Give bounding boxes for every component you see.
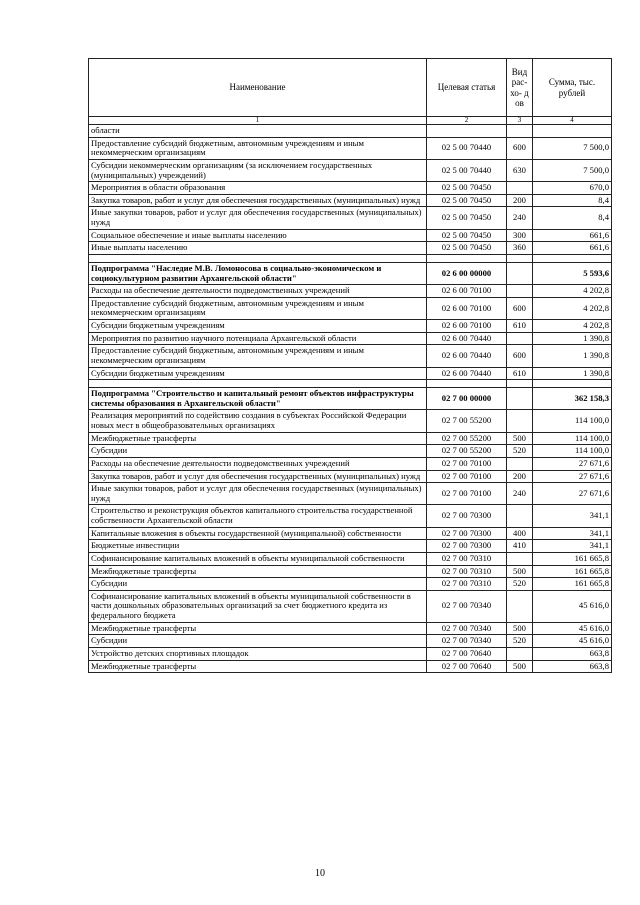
cell-kind — [507, 552, 533, 565]
cell-sum: 45 616,0 — [533, 622, 612, 635]
cell-code: 02 7 00 70310 — [427, 565, 507, 578]
cell-sum: 45 616,0 — [533, 635, 612, 648]
spacer-cell — [533, 380, 612, 388]
cell-sum: 341,1 — [533, 527, 612, 540]
column-number-row — [89, 117, 612, 125]
cell-code: 02 6 00 70440 — [427, 367, 507, 380]
cell-name: Расходы на обеспечение деятельности подведомственных учреждений — [89, 285, 427, 298]
cell-name: Субсидии некоммерческим организациям (за исключением государственных (муниципальных) учреждений) — [89, 159, 427, 181]
cell-name: Иные закупки товаров, работ и услуг для обеспечения государственных (муниципальных) нужд — [89, 207, 427, 229]
cell-kind: 240 — [507, 483, 533, 505]
cell-sum — [533, 125, 612, 138]
table-row — [89, 345, 612, 367]
table-row — [89, 194, 612, 207]
cell-sum: 1 390,8 — [533, 332, 612, 345]
cell-sum: 670,0 — [533, 182, 612, 195]
cell-code: 02 7 00 70310 — [427, 578, 507, 591]
table-row — [89, 622, 612, 635]
table-row — [89, 660, 612, 673]
cell-sum: 114 100,0 — [533, 432, 612, 445]
cell-name: Предоставление субсидий бюджетным, автономным учреждениям и иным некоммерческим организациям — [89, 297, 427, 319]
cell-sum: 161 665,8 — [533, 565, 612, 578]
cell-code: 02 7 00 70640 — [427, 660, 507, 673]
cell-sum: 341,1 — [533, 505, 612, 527]
table-row — [89, 182, 612, 195]
table-row — [89, 432, 612, 445]
cell-kind — [507, 505, 533, 527]
cell-name: Закупка товаров, работ и услуг для обеспечения государственных (муниципальных) нужд — [89, 194, 427, 207]
cell-code: 02 5 00 70440 — [427, 137, 507, 159]
cell-kind: 600 — [507, 297, 533, 319]
col-header-code: Целевая статья — [427, 59, 507, 117]
cell-kind — [507, 285, 533, 298]
spacer-cell — [89, 254, 427, 262]
cell-name: Социальное обеспечение и иные выплаты населению — [89, 229, 427, 242]
cell-kind: 520 — [507, 635, 533, 648]
cell-kind: 240 — [507, 207, 533, 229]
col-header-name: Наименование — [89, 59, 427, 117]
cell-sum: 661,6 — [533, 229, 612, 242]
cell-name: Подпрограмма "Строительство и капитальный ремонт объектов инфраструктуры системы образования в Архангельской области" — [89, 388, 427, 410]
cell-kind — [507, 388, 533, 410]
cell-sum: 7 500,0 — [533, 137, 612, 159]
cell-code: 02 7 00 70310 — [427, 552, 507, 565]
cell-sum: 27 671,6 — [533, 457, 612, 470]
table-row — [89, 229, 612, 242]
table-row — [89, 578, 612, 591]
cell-name: Межбюджетные трансферты — [89, 660, 427, 673]
cell-name: Устройство детских спортивных площадок — [89, 647, 427, 660]
spacer-row — [89, 380, 612, 388]
table-row — [89, 565, 612, 578]
table-row — [89, 635, 612, 648]
budget-table — [88, 58, 612, 673]
cell-kind: 610 — [507, 367, 533, 380]
col-header-sum: Сумма, тыс. рублей — [533, 59, 612, 117]
table-row — [89, 207, 612, 229]
cell-code: 02 7 00 70340 — [427, 635, 507, 648]
cell-sum: 341,1 — [533, 540, 612, 553]
cell-name: Реализация мероприятий по содействию создания в субъектах Российской Федерации новых мест в общеобразовательных организациях — [89, 410, 427, 432]
cell-kind — [507, 647, 533, 660]
cell-name: Межбюджетные трансферты — [89, 432, 427, 445]
table-row — [89, 137, 612, 159]
cell-kind — [507, 410, 533, 432]
spacer-cell — [89, 380, 427, 388]
cell-sum: 661,6 — [533, 242, 612, 255]
cell-kind: 200 — [507, 470, 533, 483]
cell-kind: 600 — [507, 137, 533, 159]
cell-code: 02 6 00 70100 — [427, 285, 507, 298]
col-number: 4 — [533, 117, 612, 125]
cell-kind: 500 — [507, 565, 533, 578]
cell-sum: 1 390,8 — [533, 367, 612, 380]
cell-sum: 27 671,6 — [533, 470, 612, 483]
cell-kind: 520 — [507, 578, 533, 591]
cell-code: 02 7 00 55200 — [427, 410, 507, 432]
cell-name: Софинансирование капитальных вложений в объекты муниципальной собственности в части дошкольных образовательных организаций за счет бюджетного кредита из федерального бюджета — [89, 590, 427, 622]
table-row — [89, 332, 612, 345]
cell-kind: 600 — [507, 345, 533, 367]
col-number: 1 — [89, 117, 427, 125]
cell-name: Капитальные вложения в объекты государственной (муниципальной) собственности — [89, 527, 427, 540]
spacer-cell — [427, 380, 507, 388]
table-row — [89, 457, 612, 470]
cell-sum: 1 390,8 — [533, 345, 612, 367]
cell-name: Иные выплаты населению — [89, 242, 427, 255]
cell-code: 02 5 00 70450 — [427, 229, 507, 242]
cell-kind: 300 — [507, 229, 533, 242]
table-row — [89, 242, 612, 255]
table-body — [89, 125, 612, 673]
cell-name: Субсидии бюджетным учреждениям — [89, 320, 427, 333]
cell-code: 02 7 00 70100 — [427, 470, 507, 483]
cell-kind — [507, 182, 533, 195]
cell-sum: 663,8 — [533, 660, 612, 673]
spacer-cell — [507, 254, 533, 262]
cell-kind: 630 — [507, 159, 533, 181]
cell-name: Софинансирование капитальных вложений в объекты муниципальной собственности — [89, 552, 427, 565]
cell-sum: 7 500,0 — [533, 159, 612, 181]
cell-kind: 500 — [507, 432, 533, 445]
cell-code: 02 5 00 70450 — [427, 242, 507, 255]
spacer-cell — [427, 254, 507, 262]
cell-sum: 161 665,8 — [533, 578, 612, 591]
cell-kind — [507, 262, 533, 284]
spacer-cell — [533, 254, 612, 262]
cell-code: 02 7 00 55200 — [427, 432, 507, 445]
cell-name: Строительство и реконструкция объектов капитального строительства государственной собственности Архангельской области — [89, 505, 427, 527]
cell-sum: 362 158,3 — [533, 388, 612, 410]
cell-sum: 27 671,6 — [533, 483, 612, 505]
cell-name: Субсидии — [89, 578, 427, 591]
col-number: 2 — [427, 117, 507, 125]
cell-code: 02 7 00 70300 — [427, 527, 507, 540]
cell-name: Субсидии — [89, 635, 427, 648]
cell-code: 02 6 00 70440 — [427, 345, 507, 367]
cell-code: 02 5 00 70450 — [427, 182, 507, 195]
cell-kind: 400 — [507, 527, 533, 540]
table-row — [89, 647, 612, 660]
subprogram-row — [89, 388, 612, 410]
table-row — [89, 367, 612, 380]
table-row — [89, 320, 612, 333]
cell-code: 02 6 00 70440 — [427, 332, 507, 345]
table-row — [89, 483, 612, 505]
cell-sum: 161 665,8 — [533, 552, 612, 565]
cell-kind: 500 — [507, 622, 533, 635]
table-row — [89, 285, 612, 298]
cell-kind — [507, 125, 533, 138]
cell-sum: 8,4 — [533, 207, 612, 229]
cell-sum: 4 202,8 — [533, 297, 612, 319]
cell-kind: 610 — [507, 320, 533, 333]
cell-name: Закупка товаров, работ и услуг для обеспечения государственных (муниципальных) нужд — [89, 470, 427, 483]
cell-code: 02 7 00 70340 — [427, 622, 507, 635]
page-number: 10 — [315, 868, 325, 879]
cell-name: Подпрограмма "Наследие М.В. Ломоносова в социально-экономическом и социокультурном развитии Архангельской области" — [89, 262, 427, 284]
cell-name: Межбюджетные трансферты — [89, 565, 427, 578]
cell-kind: 520 — [507, 445, 533, 458]
cell-kind — [507, 590, 533, 622]
table-row — [89, 552, 612, 565]
cell-code: 02 7 00 70300 — [427, 505, 507, 527]
cell-code: 02 5 00 70450 — [427, 194, 507, 207]
cell-code: 02 5 00 70440 — [427, 159, 507, 181]
table-row — [89, 297, 612, 319]
cell-name: Иные закупки товаров, работ и услуг для обеспечения государственных (муниципальных) нужд — [89, 483, 427, 505]
cell-code: 02 7 00 70340 — [427, 590, 507, 622]
cell-name: Мероприятия в области образования — [89, 182, 427, 195]
subprogram-row — [89, 262, 612, 284]
cell-code: 02 7 00 70640 — [427, 647, 507, 660]
cell-kind: 500 — [507, 660, 533, 673]
cell-code: 02 7 00 55200 — [427, 445, 507, 458]
cell-code: 02 7 00 00000 — [427, 388, 507, 410]
cell-code: 02 6 00 70100 — [427, 297, 507, 319]
table-row — [89, 540, 612, 553]
header-row — [89, 59, 612, 117]
cell-kind: 200 — [507, 194, 533, 207]
table-row — [89, 159, 612, 181]
col-number: 3 — [507, 117, 533, 125]
cell-name: Мероприятия по развитию научного потенциала Архангельской области — [89, 332, 427, 345]
table-row — [89, 590, 612, 622]
cell-name: Субсидии бюджетным учреждениям — [89, 367, 427, 380]
cell-sum: 45 616,0 — [533, 590, 612, 622]
table-row — [89, 445, 612, 458]
cell-sum: 4 202,8 — [533, 320, 612, 333]
cell-name: Субсидии — [89, 445, 427, 458]
spacer-cell — [507, 380, 533, 388]
cell-kind: 360 — [507, 242, 533, 255]
cell-kind: 410 — [507, 540, 533, 553]
cell-code: 02 7 00 70100 — [427, 457, 507, 470]
cell-sum: 114 100,0 — [533, 410, 612, 432]
table-row — [89, 470, 612, 483]
cell-name: Предоставление субсидий бюджетным, автономным учреждениям и иным некоммерческим организациям — [89, 345, 427, 367]
cell-kind — [507, 457, 533, 470]
cell-code: 02 7 00 70300 — [427, 540, 507, 553]
table-row — [89, 125, 612, 138]
table-row — [89, 410, 612, 432]
cell-code: 02 5 00 70450 — [427, 207, 507, 229]
cell-code — [427, 125, 507, 138]
cell-sum: 5 593,6 — [533, 262, 612, 284]
cell-sum: 8,4 — [533, 194, 612, 207]
cell-name: области — [89, 125, 427, 138]
cell-sum: 4 202,8 — [533, 285, 612, 298]
spacer-row — [89, 254, 612, 262]
table-row — [89, 505, 612, 527]
cell-code: 02 6 00 70100 — [427, 320, 507, 333]
cell-name: Расходы на обеспечение деятельности подведомственных учреждений — [89, 457, 427, 470]
cell-code: 02 6 00 00000 — [427, 262, 507, 284]
cell-name: Предоставление субсидий бюджетным, автономным учреждениям и иным некоммерческим организациям — [89, 137, 427, 159]
cell-name: Межбюджетные трансферты — [89, 622, 427, 635]
cell-code: 02 7 00 70100 — [427, 483, 507, 505]
cell-sum: 663,8 — [533, 647, 612, 660]
table-row — [89, 527, 612, 540]
cell-kind — [507, 332, 533, 345]
cell-sum: 114 100,0 — [533, 445, 612, 458]
col-header-kind: Вид рас- хо- дов — [507, 59, 533, 117]
cell-name: Бюджетные инвестиции — [89, 540, 427, 553]
